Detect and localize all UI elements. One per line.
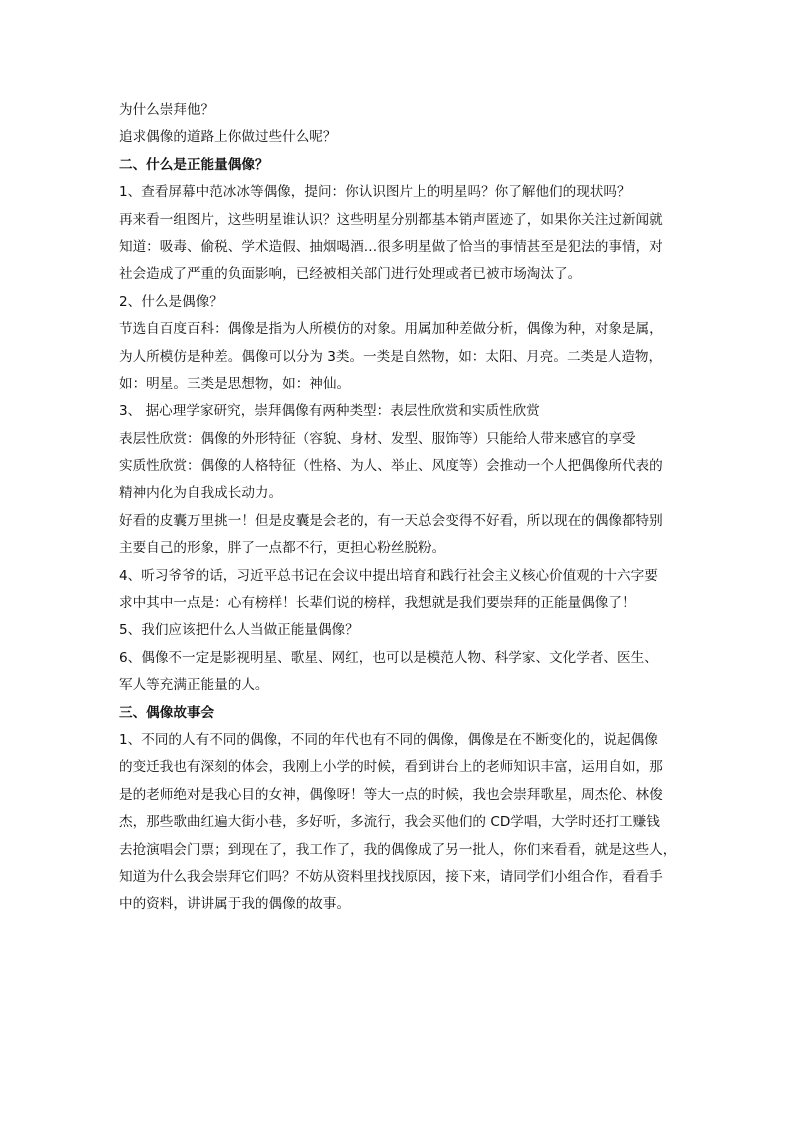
paragraph-line-16: 好看的皮囊万里挑一！但是皮囊是会老的，有一天总会变得不好看，所以现在的偶像都特别 — [119, 512, 663, 529]
paragraph-line-4: 1、查看屏幕中范冰冰等偶像，提问：你认识图片上的明星吗？你了解他们的现状吗？ — [119, 184, 631, 201]
paragraph-line-7: 社会造成了严重的负面影响，已经被相关部门进行处理或者已被市场淘汰了。 — [119, 266, 582, 283]
paragraph-line-28: 去抢演唱会门票；到现在了，我工作了，我的偶像成了另一批人，你们来看看，就是这些人， — [119, 841, 677, 858]
paragraph-line-25: 的变迁我也有深刻的体会，我刚上小学的时候，看到讲台上的老师知识丰富，运用自如，那 — [119, 759, 663, 776]
section-heading-3: 三、偶像故事会 — [119, 704, 215, 721]
paragraph-line-9: 节选自百度百科：偶像是指为人所模仿的对象。用属加种差做分析，偶像为种，对象是属， — [119, 321, 663, 338]
document-page — [119, 101, 684, 923]
paragraph-line-5: 再来看一组图片，这些明星谁认识？这些明星分别都基本销声匿迹了，如果你关注过新闻就 — [119, 211, 663, 228]
paragraph-line-19: 求中其中一点是：心有榜样！长辈们说的榜样，我想就是我们要崇拜的正能量偶像了！ — [119, 595, 636, 612]
paragraph-line-24: 1、不同的人有不同的偶像，不同的年代也有不同的偶像，偶像是在不断变化的，说起偶像 — [119, 731, 658, 748]
paragraph-line-10: 为人所模仿是种差。偶像可以分为 3类。一类是自然物，如：太阳、月亮。二类是人造物， — [119, 348, 663, 365]
paragraph-line-21: 6、偶像不一定是影视明星、歌星、网红，也可以是模范人物、科学家、文化学者、医生、 — [119, 649, 658, 666]
paragraph-line-15: 精神内化为自我成长动力。 — [119, 485, 283, 502]
paragraph-line-26: 是的老师绝对是我心目的女神，偶像呀！等大一点的时候，我也会崇拜歌星，周杰伦、林俊 — [119, 786, 663, 803]
paragraph-line-13: 表层性欣赏：偶像的外形特征（容貌、身材、发型、服饰等）只能给人带来感官的享受 — [119, 430, 636, 447]
paragraph-line-20: 5、我们应该把什么人当做正能量偶像？ — [119, 622, 359, 639]
paragraph-line-18: 4、听习爷爷的话，习近平总书记在会议中提出培育和践行社会主义核心价值观的十六字要 — [119, 567, 658, 584]
paragraph-line-12: 3、 据心理学家研究，崇拜偶像有两种类型：表层性欣赏和实质性欣赏 — [119, 403, 540, 420]
paragraph-line-1: 为什么崇拜他？ — [119, 102, 215, 118]
paragraph-line-8: 2、什么是偶像？ — [119, 293, 223, 310]
paragraph-line-11: 如：明星。三类是思想物，如：神仙。 — [119, 375, 351, 392]
paragraph-line-27: 杰，那些歌曲红遍大街小巷，多好听，多流行，我会买他们的 CD学唱，大学时还打工赚钱 — [119, 814, 660, 831]
paragraph-line-22: 军人等充满正能量的人。 — [119, 677, 269, 694]
section-heading-2: 二、什么是正能量偶像？ — [119, 156, 269, 173]
paragraph-line-14: 实质性欣赏：偶像的人格特征（性格、为人、举止、风度等）会推动一个人把偶像所代表的 — [119, 458, 663, 475]
paragraph-line-29: 知道为什么我会崇拜它们吗？不妨从资料里找找原因，接下来，请同学们小组合作，看看手 — [119, 868, 663, 885]
paragraph-line-6: 知道：吸毒、偷税、学术造假、抽烟喝酒…很多明星做了恰当的事情甚至是犯法的事情，对 — [119, 238, 663, 255]
paragraph-line-30: 中的资料，讲讲属于我的偶像的故事。 — [119, 896, 351, 913]
paragraph-line-2: 追求偶像的道路上你做过些什么呢？ — [119, 129, 337, 146]
paragraph-line-17: 主要自己的形象，胖了一点都不行，更担心粉丝脱粉。 — [119, 540, 446, 557]
